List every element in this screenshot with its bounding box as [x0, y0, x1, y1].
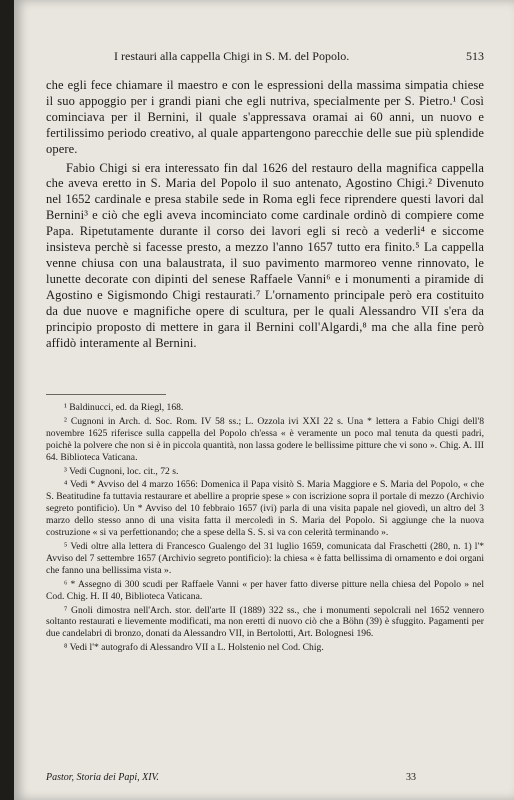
footnote: ⁷ Gnoli dimostra nell'Arch. stor. dell'arte II (1889) 322 ss., che i monumenti sepolcrali nel 1652 vennero soltanto restaurati e lievemente modificati, ma non eretti di nuovo ciò che a Böhn (39) è sfuggito. Pagamenti per due candelabri di bronzo, donati da Alessandro VII, in Bertolotti, Art. Bolognesi 196.: [46, 604, 484, 640]
footnote: ³ Vedi Cugnoni, loc. cit., 72 s.: [64, 465, 179, 477]
footnotes: [46, 402, 484, 656]
paragraph: che egli fece chiamare il maestro e con le espressioni della massima simpatia chiese il suo appoggio per i grandi piani che egli nutriva, specialmente per S. Pietro.¹ Così cominciava per il Bernini, il quale s'appressava oramai ai 60 anni, un nuovo e fertilissimo periodo creativo, al quale appartengono parecchie delle sue più splendide opere.: [46, 78, 484, 156]
running-title: I restauri alla cappella Chigi in S. M. del Popolo.: [114, 49, 350, 63]
folio-number: 33: [406, 772, 416, 783]
footnote: ¹ Baldinucci, ed. da Riegl, 168.: [64, 402, 184, 413]
page-number: 513: [466, 49, 484, 63]
footnote-divider: [46, 394, 166, 395]
paragraph: Fabio Chigi si era interessato fin dal 1626 del restauro della magnifica cappella che aveva eretto in S. Maria del Popolo il suo antenato, Agostino Chigi.² Divenuto nel 1652 cardinale e presa stabile sede in Roma egli fece riprendere questi lavori dal Bernini³ e ciò che egli aveva incominciato come cardinale ordinò di compiere come Papa. Ripetutamente durante il corso dei lavori egli si recò a vederli⁴ e siccome insisteva perchè si facesse presto, a mezzo l'anno 1657 tutto era finito.⁵ La cappella venne chiusa con una balaustrata, il suo pavimento marmoreo venne rinnovato, le lunette decorate con dipinti del senese Raffaele Vanni⁶ e i monumenti a piramide di Agostino e Sigismondo Chigi restaurati.⁷ L'ornamento principale però era costituito da due nuove e magnifiche opere di scultura, per le quali Alessandro VII s'era da principio proposto di mettere in gara il Bernini coll'Algardi,⁸ ma che alla fine però affidò interamente al Bernini.: [46, 160, 484, 350]
main-text: [46, 78, 484, 354]
source-signature: Pastor, Storia dei Papi, XIV.: [46, 772, 159, 783]
footnote: ⁴ Vedi * Avviso del 4 marzo 1656: Domenica il Papa visitò S. Maria Maggiore e S. Maria del Popolo, « che S. Beatitudine fa tuttavia restaurare et abellire a proprie spese » con iscrizione sopra il portale di mezzo (Archivio segreto pontificio). Un * Avviso del 10 febbraio 1657 (ivi) parla di una visita papale nel giovedì, un altro del 3 marzo dello stesso anno di una visita fatta il mercoledì in S. Maria del Popolo. Si aggiunge che la nuova costruzione « si va perfettionando; che a spese della S. S. si va con celerità terminando ».: [46, 479, 484, 539]
footnote: ⁵ Vedi oltre alla lettera di Francesco Gualengo del 31 luglio 1659, comunicata dal Fraschetti (280, n. 1) l'* Avviso del 7 settembre 1657 (Archivio segreto pontificio): la chiesa « è fatta bellissima di ornamento e doi organi che fanno una bellissima vista ».: [46, 540, 484, 576]
footnote: ⁶ * Assegno di 300 scudi per Raffaele Vanni « per haver fatto diverse pitture nella chiesa del Popolo » nel Cod. Chig. H. II 40, Biblioteca Vaticana.: [46, 578, 484, 602]
footnote: ² Cugnoni in Arch. d. Soc. Rom. IV 58 ss.; L. Ozzola ivi XXI 22 s. Una * lettera a Fabio Chigi dell'8 novembre 1625 riferisce sulla cappella del Popolo ch'essa « è veramente un poco mal tenuta da questi padri, poichè la polvere che non si è in piccola quantità, non lassa godere le bellissime pitture che vi sono ». Chig. A. III 64. Biblioteca Vaticana.: [46, 415, 484, 463]
book-page: [14, 0, 514, 800]
footnote: ⁸ Vedi l'* autografo di Alessandro VII a L. Holstenio nel Cod. Chig.: [64, 642, 324, 654]
